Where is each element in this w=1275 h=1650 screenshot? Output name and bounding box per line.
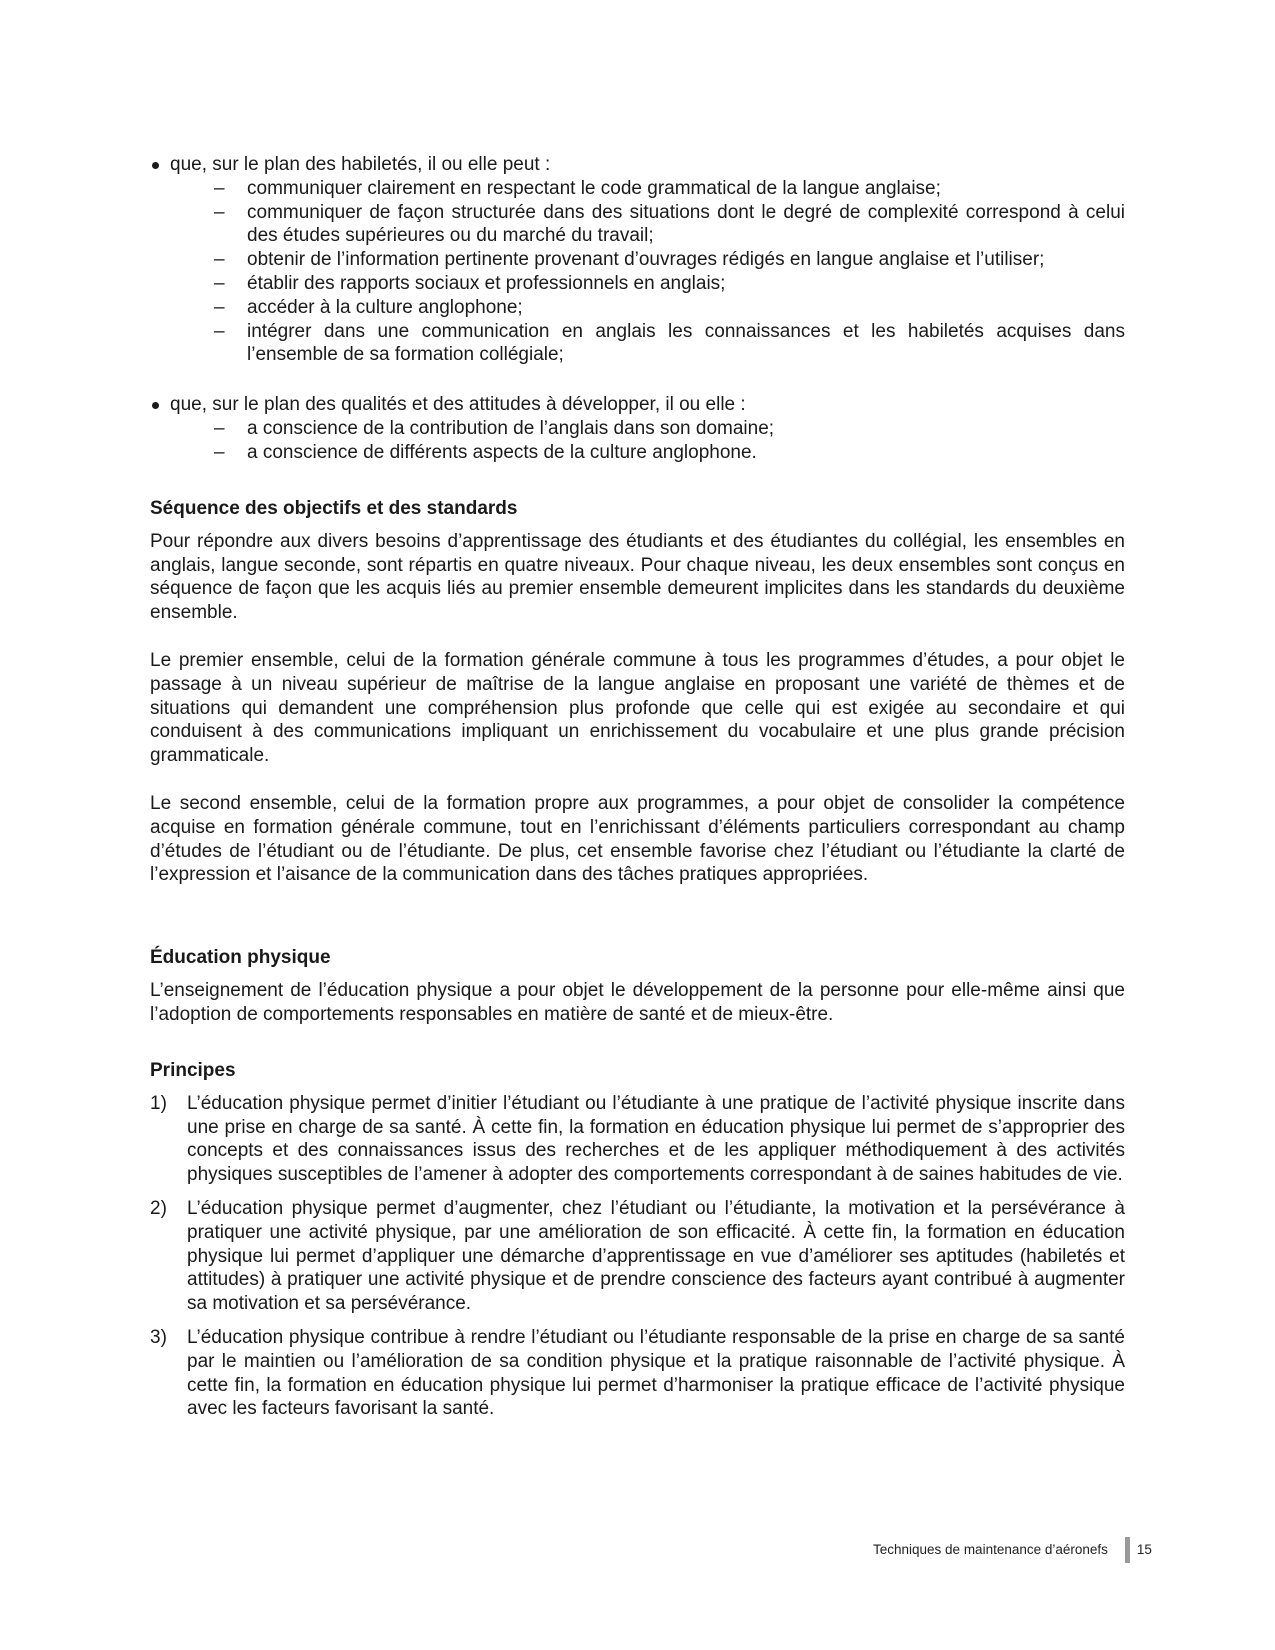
section-heading: Éducation physique: [150, 947, 331, 968]
paragraph: Pour répondre aux divers besoins d’apprentissage des étudiants et des étudiantes du collégial, les ensembles en anglais, langue seconde, sont répartis en quatre niveaux. Pour chaque niveau, les deux ensembles sont conçus en séquence de façon que les acquis liés au premier ensemble demeurent implicites dans les standards du deuxième ensemble.: [150, 530, 1125, 624]
item-text: intégrer dans une communication en anglais les connaissances et les habiletés acquises dans l’ensemble de sa formation collégiale;: [247, 320, 1125, 366]
page-footer: [873, 1537, 1152, 1563]
bullet-text: que, sur le plan des qualités et des attitudes à développer, il ou elle :: [150, 393, 1125, 417]
item-number: 1): [150, 1092, 167, 1114]
list-item: – communiquer de façon structurée dans des situations dont le degré de complexité correspond à celui des études supérieures ou du marché du travail;: [214, 201, 1125, 247]
item-text: communiquer de façon structurée dans des situations dont le degré de complexité correspond à celui des études supérieures ou du marché du travail;: [247, 201, 1125, 247]
list-item: – accéder à la culture anglophone;: [214, 296, 523, 318]
list-item: – établir des rapports sociaux et professionnels en anglais;: [214, 272, 726, 294]
item-text: établir des rapports sociaux et professionnels en anglais;: [247, 272, 726, 294]
item-text: a conscience de différents aspects de la culture anglophone.: [247, 441, 757, 463]
item-text: L’éducation physique contribue à rendre l’étudiant ou l’étudiante responsable de la prise en charge de sa santé par le maintien ou l’amélioration de sa condition physique et la pratique raisonnable de l’activité physique. À cette fin, la formation en éducation physique lui permet d’harmoniser la pratique efficace de l’activité physique avec les facteurs favorisant la santé.: [187, 1326, 1125, 1420]
section-heading: Principes: [150, 1060, 236, 1081]
bullet-habiletes: [150, 153, 1125, 367]
list-item: – communiquer clairement en respectant le code grammatical de la langue anglaise;: [214, 177, 941, 199]
section-sequence: [150, 497, 1125, 887]
item-text: L’éducation physique permet d’augmenter, chez l’étudiant ou l’étudiante, la motivation et la persévérance à pratiquer une activité physique, par une amélioration de son efficacité. À cette fin, la formation en éducation physique lui permet d’appliquer une démarche d’apprentissage en vue d’améliorer ses aptitudes (habiletés et attitudes) à pratiquer une activité physique et de prendre conscience des facteurs ayant contribué à augmenter sa motivation et sa persévérance.: [187, 1197, 1125, 1315]
list-item: – a conscience de différents aspects de la culture anglophone.: [214, 441, 757, 463]
footer-divider: [1125, 1537, 1130, 1563]
item-number: 2): [150, 1197, 167, 1219]
dash-list: [150, 177, 1125, 367]
bullet-qualites: [150, 393, 1125, 464]
list-item: [150, 1092, 1125, 1187]
list-item: [150, 1197, 1125, 1316]
footer-title: Techniques de maintenance d’aéronefs: [873, 1542, 1108, 1557]
list-item: – a conscience de la contribution de l’anglais dans son domaine;: [214, 417, 775, 439]
list-item: – obtenir de l’information pertinente provenant d’ouvrages rédigés en langue anglaise et l’utiliser;: [214, 249, 1045, 271]
section-principes: [150, 1059, 1125, 1431]
page-number: 15: [1136, 1542, 1152, 1557]
item-text: a conscience de la contribution de l’anglais dans son domaine;: [247, 417, 775, 439]
bullet-text: que, sur le plan des habiletés, il ou elle peut :: [150, 153, 1125, 177]
item-text: accéder à la culture anglophone;: [247, 296, 523, 318]
paragraph: Le second ensemble, celui de la formation propre aux programmes, a pour objet de consolider la compétence acquise en formation générale commune, tout en l’enrichissant d’éléments particuliers correspondant au champ d’études de l’étudiant ou de l’étudiante. De plus, cet ensemble favorise chez l’étudiant ou l’étudiante la clarté de l’expression et l’aisance de la communication dans des tâches pratiques appropriées.: [150, 792, 1125, 886]
paragraph: L’enseignement de l’éducation physique a pour objet le développement de la personne pour elle-même ainsi que l’adoption de comportements responsables en matière de santé et de mieux-être.: [150, 979, 1125, 1025]
list-item: – intégrer dans une communication en anglais les connaissances et les habiletés acquises dans l’ensemble de sa formation collégiale;: [214, 320, 1125, 366]
item-text: L’éducation physique permet d’initier l’étudiant ou l’étudiante à une pratique de l’activité physique inscrite dans une prise en charge de sa santé. À cette fin, la formation en éducation physique lui permet de s’approprier des concepts et des connaissances issus des recherches et de les appliquer méthodiquement à des activités physiques susceptibles de l’amener à adopter des comportements correspondant à de saines habitudes de vie.: [187, 1092, 1125, 1186]
section-heading: Séquence des objectifs et des standards: [150, 498, 518, 519]
item-number: 3): [150, 1326, 167, 1348]
item-text: obtenir de l’information pertinente provenant d’ouvrages rédigés en langue anglaise et l’utiliser;: [247, 249, 1045, 271]
paragraph: Le premier ensemble, celui de la formation générale commune à tous les programmes d’études, a pour objet le passage à un niveau supérieur de maîtrise de la langue anglaise en proposant une variété de thèmes et de situations qui demandent une compréhension plus profonde que celle qui est exigée au secondaire et qui conduisent à des communications impliquant un enrichissement du vocabulaire et une plus grande précision grammaticale.: [150, 649, 1125, 767]
section-education-physique: [150, 946, 1125, 1026]
numbered-list: [150, 1092, 1125, 1421]
dash-list: [150, 417, 1125, 465]
list-item: [150, 1326, 1125, 1421]
item-text: communiquer clairement en respectant le code grammatical de la langue anglaise;: [247, 177, 941, 199]
